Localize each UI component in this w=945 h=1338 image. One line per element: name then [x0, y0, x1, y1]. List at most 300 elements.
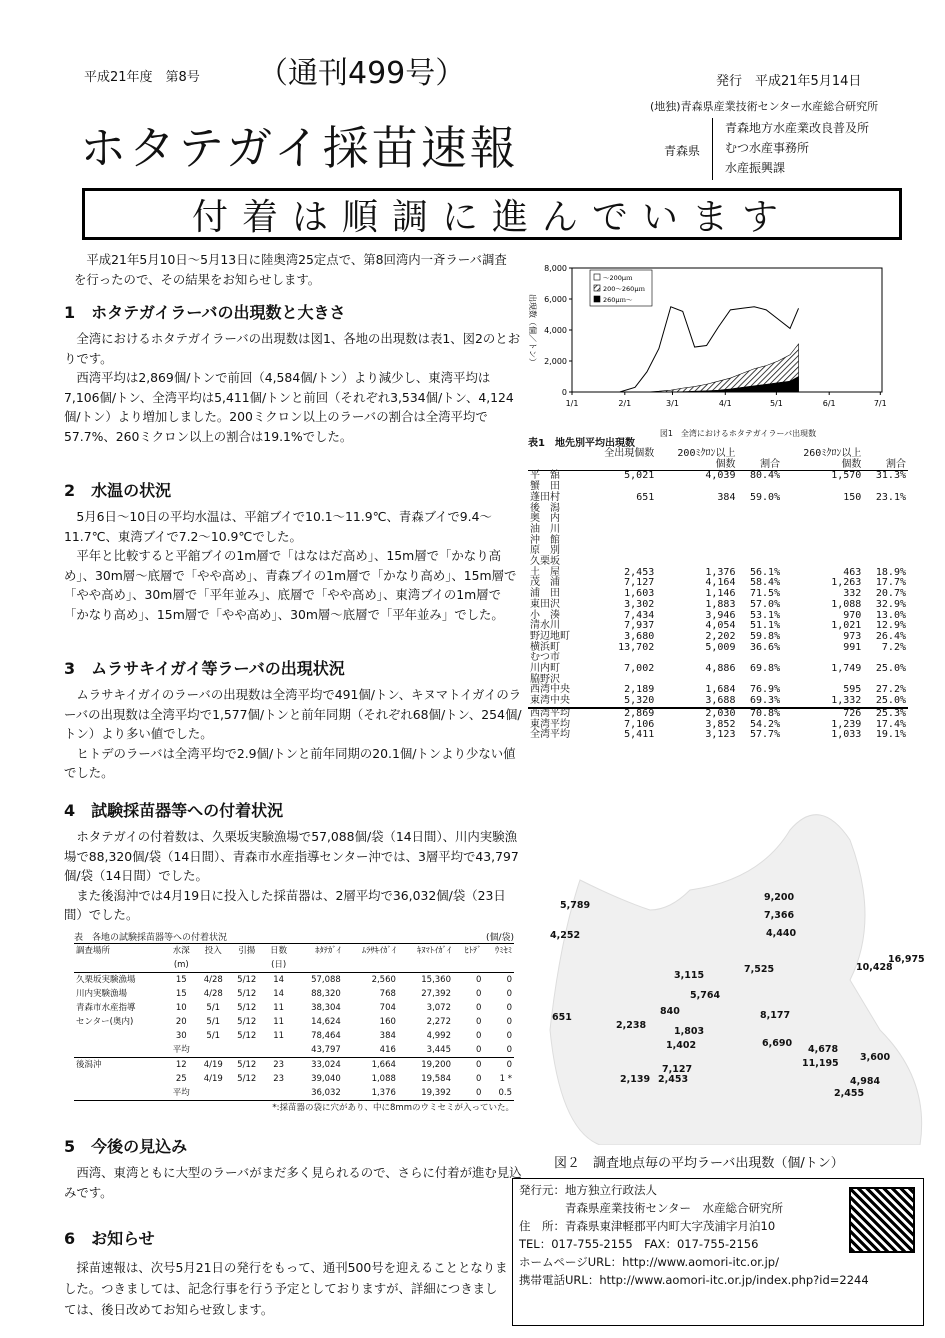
- table-cell: [398, 958, 453, 973]
- table-cell: 5/12: [237, 1017, 257, 1027]
- table-cell: 991: [843, 641, 862, 653]
- table-cell: 80.4%: [750, 470, 781, 482]
- table-cell: 0: [476, 989, 482, 999]
- table-cell: 1,088: [831, 598, 862, 610]
- table-cell: 12: [175, 1060, 187, 1070]
- table-cell: 西湾中央: [530, 684, 570, 696]
- table-cell: [74, 1072, 166, 1086]
- table-cell: 割合: [863, 460, 908, 471]
- table-cell: 18.9%: [875, 566, 906, 578]
- legend-swatch: [594, 296, 600, 302]
- table-cell: [586, 504, 657, 515]
- table-row: [528, 514, 908, 525]
- table-cell: [782, 514, 863, 525]
- table-cell: 1,570: [831, 470, 862, 482]
- table-cell: 2,453: [624, 566, 655, 578]
- table-row: [528, 546, 908, 557]
- table-cell: 小 湊: [530, 609, 560, 621]
- legend-swatch: [594, 274, 600, 280]
- table-row: [528, 504, 908, 515]
- section-heading: 3 ムラサキイガイ等ラーバの出現状況: [64, 659, 345, 678]
- table-cell: 54.2%: [750, 718, 781, 730]
- table-cell: 704: [379, 1003, 396, 1013]
- table-cell: [586, 514, 657, 525]
- larvae-chart: [522, 258, 894, 424]
- table-cell: 1 *: [499, 1074, 512, 1084]
- table-row: [74, 1072, 514, 1086]
- table-cell: 0: [506, 975, 512, 985]
- table-cell: 5,411: [624, 729, 655, 741]
- table-cell: 970: [843, 609, 862, 621]
- table-cell: 日数: [270, 946, 288, 956]
- x-tick-label: 3/1: [666, 399, 679, 408]
- table-cell: 7.2%: [881, 641, 906, 653]
- table-cell: 38,304: [311, 1003, 341, 1013]
- footer-line: 発行元：地方独立行政法人: [519, 1183, 657, 1197]
- table-cell: 野辺地町: [530, 630, 570, 642]
- map-station-value: 2,139: [620, 1074, 651, 1085]
- table-cell: 5,021: [624, 470, 655, 482]
- table-cell: 蟹 田: [530, 481, 560, 493]
- region-table: [528, 449, 908, 741]
- table-cell: 200ﾐｸﾛﾝ以上: [677, 448, 736, 459]
- table-cell: [737, 525, 782, 536]
- table-cell: ﾋﾄﾃﾞ: [464, 946, 482, 956]
- table-cell: 久栗坂: [530, 556, 560, 568]
- table-cell: 69.8%: [750, 663, 781, 675]
- table-cell: [737, 546, 782, 557]
- table-row: [74, 1043, 514, 1058]
- table-unit: (個/袋): [485, 933, 514, 943]
- map-station-value: 11,195: [802, 1058, 839, 1069]
- table-cell: 36.6%: [750, 641, 781, 653]
- table-cell: 0: [506, 1060, 512, 1070]
- table-cell: [863, 546, 908, 557]
- map-station-value: 9,200: [764, 892, 795, 903]
- table-cell: 調査場所: [76, 946, 111, 956]
- table-cell: 20: [175, 1017, 187, 1027]
- table-cell: 27,392: [421, 989, 451, 999]
- table-cell: 7,434: [624, 609, 655, 621]
- table-cell: 19.1%: [875, 729, 906, 741]
- table-cell: 2,189: [624, 684, 655, 696]
- table-cell: 332: [843, 588, 862, 600]
- intro-paragraph: 平成21年5月10日～5月13日に陸奥湾25定点で、第8回湾内一斉ラーバ調査を行ったので、その結果をお知らせします。: [74, 252, 507, 287]
- x-tick-label: 4/1: [718, 399, 732, 408]
- mobile-link[interactable]: 携帯電話URL：http://www.aomori-itc.or.jp/index.php?id=2244: [519, 1273, 869, 1287]
- table-cell: [74, 1043, 166, 1058]
- table-cell: 56.1%: [750, 566, 781, 578]
- table-cell: 平 舘: [530, 470, 560, 482]
- table-cell: [483, 958, 514, 973]
- table-cell: 奥 内: [530, 513, 560, 525]
- table-cell: 1,088: [371, 1074, 396, 1084]
- section-1: [64, 300, 524, 447]
- table-cell: 4,886: [705, 663, 736, 675]
- organization-list: [712, 118, 912, 180]
- table-cell: 88,320: [311, 989, 341, 999]
- table-title: 表1 地先別平均出現数: [528, 438, 635, 449]
- section-paragraph: ホタテガイの付着数は、久栗坂実験漁場で57,088個/袋（14日間）、川内実験漁場で88,320個/袋（14日間）、青森市水産指導センター沖では、3層平均で43,797個/袋（14日間）でした。: [64, 829, 519, 884]
- table-row: [74, 973, 514, 988]
- map-station-value: 4,252: [550, 930, 581, 941]
- table-cell: 1,146: [705, 588, 736, 600]
- section-heading: 2 水温の状況: [64, 481, 172, 500]
- table-cell: 横浜町: [530, 641, 560, 653]
- section-paragraph: 平年と比較すると平舘ブイの1m層で「はなはだ高め」、15m層で「かなり高め」、30m層～底層で「やや高め」、青森ブイの1m層で「かなり高め」、15m層で「やや高め」、30m層で「平年並み」、底層で「やや高め」、東湾ブイの1m層で「かなり高め」、15m層で「やや高め」、30m層～底層で「平年並み」でした。: [64, 548, 517, 622]
- table-cell: 蓬田村: [530, 491, 560, 503]
- table-cell: 東湾平均: [530, 718, 570, 730]
- table-cell: ｳﾐｾﾐ: [494, 946, 512, 956]
- prefecture: 青森県: [664, 144, 701, 158]
- footer-line: TEL：017-755-2155 FAX：017-755-2156: [519, 1237, 759, 1251]
- table-cell: [230, 958, 263, 973]
- table-cell: 2,869: [586, 708, 657, 720]
- table-cell: 39,040: [311, 1074, 341, 1084]
- table-cell: 川内実験漁場: [76, 989, 128, 999]
- table-cell: 260ﾐｸﾛﾝ以上: [803, 448, 862, 459]
- map-station-value: 10,428: [856, 962, 893, 973]
- y-axis-label: 出現数（個／トン）: [528, 294, 537, 366]
- table-cell: 7,937: [624, 620, 655, 632]
- table-cell: 5,009: [705, 641, 736, 653]
- table-cell: 11: [273, 1017, 285, 1027]
- table-cell: 17.7%: [875, 577, 906, 589]
- table-header-row: [74, 958, 514, 973]
- y-tick-label: 4,000: [544, 326, 567, 335]
- table-cell: ﾑﾗｻｷｲｶﾞｲ: [361, 946, 396, 956]
- section-paragraph: また後潟沖では4月19日に投入した採苗器は、2層平均で36,032個/袋（23日間）でした。: [64, 887, 506, 923]
- table-row: [74, 1086, 514, 1101]
- table-cell: 個数: [782, 460, 863, 471]
- table-cell: 11: [273, 1003, 285, 1013]
- table-cell: [230, 1086, 263, 1101]
- table-row: [528, 525, 908, 536]
- table-row: [528, 696, 908, 708]
- y-tick-label: 2,000: [544, 357, 567, 366]
- table-row: [528, 471, 908, 482]
- table-cell: 4/28: [203, 989, 223, 999]
- table-cell: 726: [782, 708, 863, 720]
- table-cell: [656, 504, 737, 515]
- headline-banner: 付着は順調に進んでいます: [82, 188, 902, 240]
- table-cell: 53.1%: [750, 609, 781, 621]
- map-station-value: 7,366: [764, 910, 795, 921]
- section-heading: 5 今後の見込み: [64, 1137, 188, 1156]
- table-cell: (日): [263, 958, 293, 973]
- table-cell: 14: [273, 975, 285, 985]
- table-cell: 76.9%: [750, 684, 781, 696]
- table-cell: 160: [379, 1017, 396, 1027]
- table-cell: 後潟沖: [76, 1060, 102, 1070]
- y-tick-label: 8,000: [544, 264, 567, 273]
- qr-code-icon[interactable]: [849, 1187, 915, 1253]
- table-cell: 5/12: [237, 1074, 257, 1084]
- map-station-value: 6,690: [762, 1038, 793, 1049]
- table-cell: [230, 1043, 263, 1058]
- table-cell: 0: [506, 1003, 512, 1013]
- legend-label: 260μｍ～: [603, 296, 633, 304]
- table-row: [74, 1058, 514, 1073]
- table-cell: 13,702: [618, 641, 655, 653]
- table-cell: [863, 525, 908, 536]
- table-cell: [453, 958, 483, 973]
- table-cell: 19,200: [421, 1060, 451, 1070]
- table-cell: 0: [483, 1043, 514, 1058]
- table-cell: 5/1: [206, 1031, 221, 1041]
- table-cell: 5,320: [624, 695, 655, 707]
- bay-map: [520, 800, 930, 1171]
- table-cell: 768: [379, 989, 396, 999]
- table-row: [528, 536, 908, 547]
- page-title: ホタテガイ採苗速報: [80, 121, 519, 175]
- table-cell: 0: [476, 1074, 482, 1084]
- table-cell: 4,164: [705, 577, 736, 589]
- table-cell: 10: [175, 1003, 187, 1013]
- table-cell: 東田沢: [530, 598, 560, 610]
- table-cell: むつ市: [530, 652, 560, 664]
- table-cell: [343, 958, 398, 973]
- table-cell: 2,560: [371, 975, 396, 985]
- table-cell: 58.4%: [750, 577, 781, 589]
- map-station-value: 4,440: [766, 928, 797, 939]
- table-cell: 384: [717, 491, 736, 503]
- table-cell: 2,202: [705, 630, 736, 642]
- section-paragraph: ヒトデのラーバは全湾平均で2.9個/トンと前年同期の20.1個/トンより少ない値でした。: [64, 745, 516, 781]
- table-cell: 3,302: [624, 598, 655, 610]
- table-cell: 25.3%: [863, 708, 908, 720]
- table-cell: 2,030: [656, 708, 737, 720]
- x-tick-label: 7/1: [873, 399, 887, 408]
- map-station-value: 1,402: [666, 1040, 697, 1051]
- section-heading: 4 試験採苗器等への付着状況: [64, 801, 284, 820]
- section-3: [64, 656, 524, 783]
- table-cell: 78,464: [311, 1031, 341, 1041]
- publish-date: 発行 平成21年5月14日: [716, 74, 862, 89]
- table-cell: 0: [506, 1017, 512, 1027]
- table-cell: 原 別: [530, 545, 560, 557]
- table-cell: 59.8%: [750, 630, 781, 642]
- table-cell: 57.0%: [750, 598, 781, 610]
- table-cell: 4/28: [203, 975, 223, 985]
- table-cell: [74, 1029, 166, 1043]
- table-row: [528, 643, 908, 654]
- section-heading: 6 お知らせ: [64, 1229, 155, 1248]
- table-cell: 0.5: [498, 1088, 512, 1098]
- table-cell: 5/12: [237, 989, 257, 999]
- table-cell: [863, 536, 908, 547]
- table-cell: 5/12: [237, 1003, 257, 1013]
- table-cell: 150: [843, 491, 862, 503]
- x-tick-label: 2/1: [618, 399, 632, 408]
- table-row: [74, 1015, 514, 1029]
- table-row: [74, 987, 514, 1001]
- table-cell: 沖 館: [530, 534, 560, 546]
- table-cell: ｷﾇﾏﾄｲｶﾞｲ: [416, 946, 451, 956]
- map-station-value: 1,803: [674, 1026, 705, 1037]
- table-cell: 12.9%: [875, 620, 906, 632]
- table-cell: センター(奥内): [76, 1017, 134, 1027]
- table-header-row: [528, 460, 908, 471]
- table-cell: 30: [175, 1031, 187, 1041]
- map-station-value: 5,789: [560, 900, 591, 911]
- table-cell: 7,002: [624, 663, 655, 675]
- table-cell: [294, 958, 343, 973]
- table-cell: 後 潟: [530, 502, 560, 514]
- table-cell: 3,688: [705, 695, 736, 707]
- table-cell: [586, 460, 657, 471]
- table-cell: 0: [476, 1060, 482, 1070]
- table-cell: [737, 504, 782, 515]
- table-cell: 2,272: [426, 1017, 451, 1027]
- table-cell: [197, 1086, 230, 1101]
- table-attachment: [74, 930, 514, 1113]
- org-item: むつ水産事務所: [725, 141, 810, 155]
- section-heading: 1 ホタテガイラーバの出現数と大きさ: [64, 303, 346, 322]
- table-cell: 15,360: [421, 975, 451, 985]
- table-row: [74, 1001, 514, 1015]
- table-cell: 割合: [737, 460, 782, 471]
- table-cell: 14: [273, 989, 285, 999]
- table-cell: 青森市水産指導: [76, 1003, 136, 1013]
- table-cell: [737, 514, 782, 525]
- table-cell: 23: [273, 1060, 285, 1070]
- table-cell: 1,883: [705, 598, 736, 610]
- table-cell: [586, 536, 657, 547]
- table-cell: 5/1: [206, 1017, 221, 1027]
- org-item: 水産振興課: [725, 161, 786, 175]
- footer-line: 住 所：青森県東津軽郡平内町大字茂浦字月泊10: [519, 1219, 776, 1233]
- table-cell: [782, 536, 863, 547]
- table-cell: 西湾平均: [528, 708, 586, 720]
- table-cell: 5/12: [237, 1060, 257, 1070]
- table-cell: 0: [476, 1088, 482, 1098]
- map-station-value: 7,127: [662, 1064, 693, 1075]
- table-cell: 3,072: [426, 1003, 451, 1013]
- table-cell: 0: [453, 1043, 483, 1058]
- table-cell: 1,684: [705, 684, 736, 696]
- table-row: [528, 600, 908, 611]
- table-cell: [656, 514, 737, 525]
- x-tick-label: 1/1: [565, 399, 579, 408]
- map-station-value: 4,984: [850, 1076, 881, 1087]
- table-cell: [863, 514, 908, 525]
- table-cell: 1,376: [371, 1088, 396, 1098]
- table-cell: [74, 958, 166, 973]
- table-cell: 57,088: [311, 975, 341, 985]
- map-station-value: 2,238: [616, 1020, 647, 1031]
- table-cell: 0: [506, 989, 512, 999]
- table-cell: 23.1%: [875, 491, 906, 503]
- table-row: [528, 493, 908, 504]
- table-cell: 1,033: [831, 729, 862, 741]
- section-paragraph: ムラサキイガイのラーバの出現数は全湾平均で491個/トン、キヌマトイガイのラーバの出現数は全湾平均で1,577個/トンと前年同期（それぞれ68個/トン、254個/トン）より多い値でした。: [64, 687, 522, 742]
- table-cell: 0: [476, 1003, 482, 1013]
- org-item: 青森地方水産業改良普及所: [725, 121, 870, 135]
- table-row: [74, 1029, 514, 1043]
- map-caption: 図２ 調査地点毎の平均ラーバ出現数（個/トン）: [554, 1156, 844, 1171]
- table-cell: 17.4%: [875, 718, 906, 730]
- table-cell: [656, 536, 737, 547]
- footer-line: 青森県産業技術センター 水産総合研究所: [519, 1201, 784, 1215]
- table-cell: 15: [175, 989, 187, 999]
- institute-name: (地独)青森県産業技術センター水産総合研究所: [650, 100, 879, 113]
- table-cell: 1,332: [831, 695, 862, 707]
- table-row: [528, 730, 908, 741]
- table-cell: [197, 958, 230, 973]
- map-station-value: 2,455: [834, 1088, 865, 1099]
- table-cell: 463: [843, 566, 862, 578]
- table-cell: 1,239: [831, 718, 862, 730]
- table-cell: 平均: [166, 1043, 196, 1058]
- section-5: [64, 1134, 524, 1202]
- table-header-row: [74, 944, 514, 959]
- table-cell: 71.5%: [750, 588, 781, 600]
- table-cell: 5/12: [237, 975, 257, 985]
- table-cell: 水深: [172, 946, 190, 956]
- table-cell: 59.0%: [750, 491, 781, 503]
- table-cell: 69.3%: [750, 695, 781, 707]
- table-cell: 1,664: [371, 1060, 396, 1070]
- table-cell: 全湾平均: [530, 729, 570, 741]
- table-cell: [782, 525, 863, 536]
- table-cell: 4,992: [426, 1031, 451, 1041]
- map-station-value: 16,975: [888, 954, 925, 965]
- table-cell: [528, 449, 586, 460]
- table-cell: 4/19: [203, 1060, 223, 1070]
- table-row: [528, 708, 908, 720]
- section-4: [64, 798, 524, 925]
- section-paragraph: 5月6日～10日の平均水温は、平舘ブイで10.1～11.9℃、青森ブイで9.4～11.7℃、東湾ブイで7.2～10.9℃でした。: [64, 509, 492, 544]
- section-paragraph: 全湾におけるホタテガイラーバの出現数は図1、各地の出現数は表1、図2のとおりです。: [64, 331, 521, 366]
- table-cell: 31.3%: [875, 470, 906, 482]
- table-cell: 25.0%: [875, 695, 906, 707]
- table-cell: 久栗坂実験漁場: [76, 975, 136, 985]
- table-cell: 20.7%: [875, 588, 906, 600]
- table-cell: 0: [476, 975, 482, 985]
- table-cell: [263, 1086, 293, 1101]
- issue-number: 平成21年度 第8号: [84, 70, 200, 85]
- map-station-value: 840: [660, 1006, 680, 1017]
- y-tick-label: 0: [561, 388, 567, 397]
- table-cell: 32.9%: [875, 598, 906, 610]
- table-cell: 14,624: [311, 1017, 341, 1027]
- table-cell: [656, 525, 737, 536]
- map-station-value: 7,525: [744, 964, 775, 975]
- chart-title: 図1 全湾におけるホタテガイラーバ出現数: [659, 429, 817, 438]
- table-cell: 5/12: [237, 1031, 257, 1041]
- table-cell: 70.8%: [737, 708, 782, 720]
- table-cell: 平均: [172, 1088, 190, 1098]
- table-cell: 1,749: [831, 663, 862, 675]
- table-cell: 油 川: [530, 523, 560, 535]
- table-cell: ﾎﾀﾃｶﾞｲ: [315, 946, 341, 956]
- table-note: *:採苗器の袋に穴があり、中に8mmのウミセミが入っていた。: [272, 1103, 514, 1113]
- table-cell: [586, 546, 657, 557]
- table-cell: 57.7%: [750, 729, 781, 741]
- table-cell: 51.1%: [750, 620, 781, 632]
- table-cell: 595: [843, 684, 862, 696]
- table-cell: 384: [379, 1031, 396, 1041]
- table-cell: 5/1: [206, 1003, 221, 1013]
- legend-swatch: [594, 285, 600, 291]
- table-cell: 3,445: [398, 1043, 453, 1058]
- homepage-link[interactable]: ホームページURL：http://www.aomori-itc.or.jp/: [519, 1255, 779, 1269]
- table-cell: 土 屋: [530, 566, 560, 578]
- table-cell: 引揚: [238, 946, 256, 956]
- table-cell: 416: [343, 1043, 398, 1058]
- table-cell: 4/19: [203, 1074, 223, 1084]
